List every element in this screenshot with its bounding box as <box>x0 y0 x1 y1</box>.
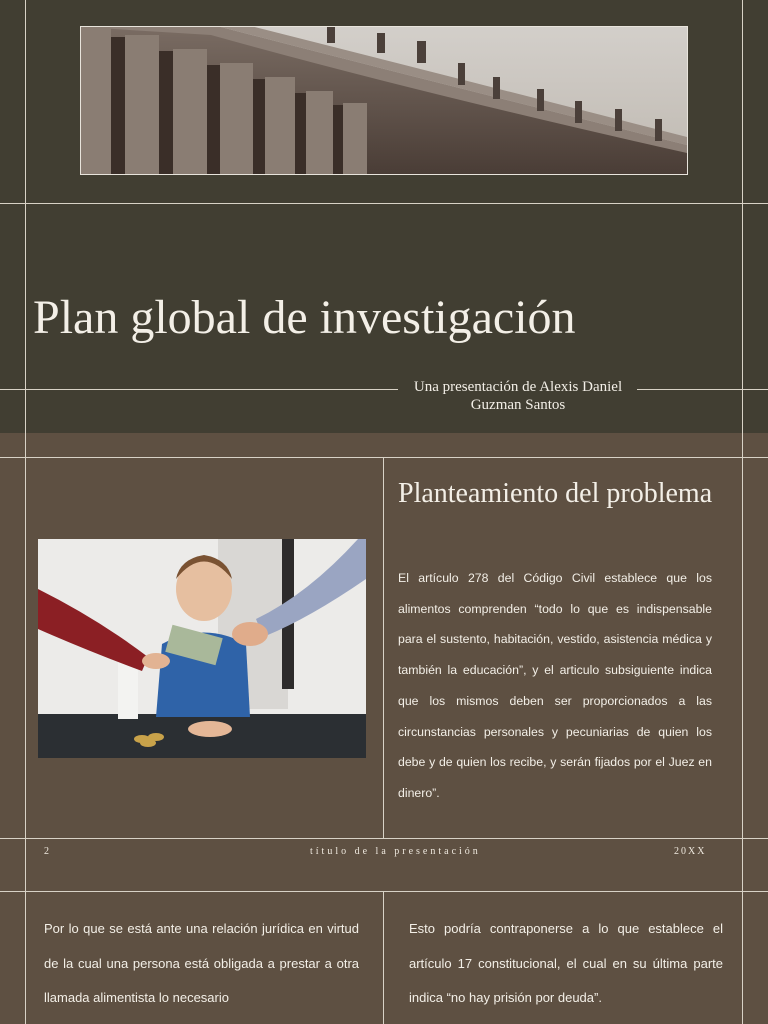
colonnade-photo <box>80 26 688 175</box>
page-number: 2 <box>44 846 49 857</box>
child-money-photo <box>38 539 366 758</box>
problem-heading: Planteamiento del problema <box>398 478 713 509</box>
presentation-title: Plan global de investigación <box>33 291 576 344</box>
horizontal-rule-slide3-top <box>0 891 768 892</box>
child-money-illustration <box>38 539 366 758</box>
presentation-subtitle: Una presentación de Alexis Daniel Guzman Santos <box>413 379 623 413</box>
vertical-rule-center <box>383 457 384 838</box>
problem-paragraph: El artículo 278 del Código Civil establece que los alimentos comprenden “todo lo que es indispensable para el sustento, habitación, vestido, asistencia médica y también la educación”, y el articulo subsiguiente indica que los mismos deben ser proporcionados a las circunstancias personales y pecuniarias de quien los debe y de quien los recibe, y serán fijados por el Juez en dinero”. <box>398 571 712 800</box>
right-paragraph: Esto podría contraponerse a lo que establece el artículo 17 constitucional, el cual en su última parte indica “no hay prisión por deuda”. <box>409 921 723 1005</box>
vertical-rule-center-3 <box>383 891 384 1024</box>
vertical-rule-right-2 <box>742 433 743 1024</box>
vertical-rule-right <box>742 0 743 433</box>
horizontal-rule-top <box>0 203 768 204</box>
vertical-rule-left <box>25 0 26 433</box>
horizontal-rule-content-top <box>0 457 768 458</box>
footer-year: 20XX <box>674 846 707 857</box>
left-paragraph: Por lo que se está ante una relación jurídica en virtud de la cual una persona está obligada a prestar a otra llamada alimentista lo necesario <box>44 921 359 1005</box>
vertical-rule-left-2 <box>25 433 26 1024</box>
subtitle-rule-left <box>0 389 398 390</box>
subtitle-rule-right <box>637 389 768 390</box>
footer-title: título de la presentación <box>310 846 481 857</box>
horizontal-rule-content-bottom <box>0 838 768 839</box>
colonnade-illustration <box>81 27 687 174</box>
